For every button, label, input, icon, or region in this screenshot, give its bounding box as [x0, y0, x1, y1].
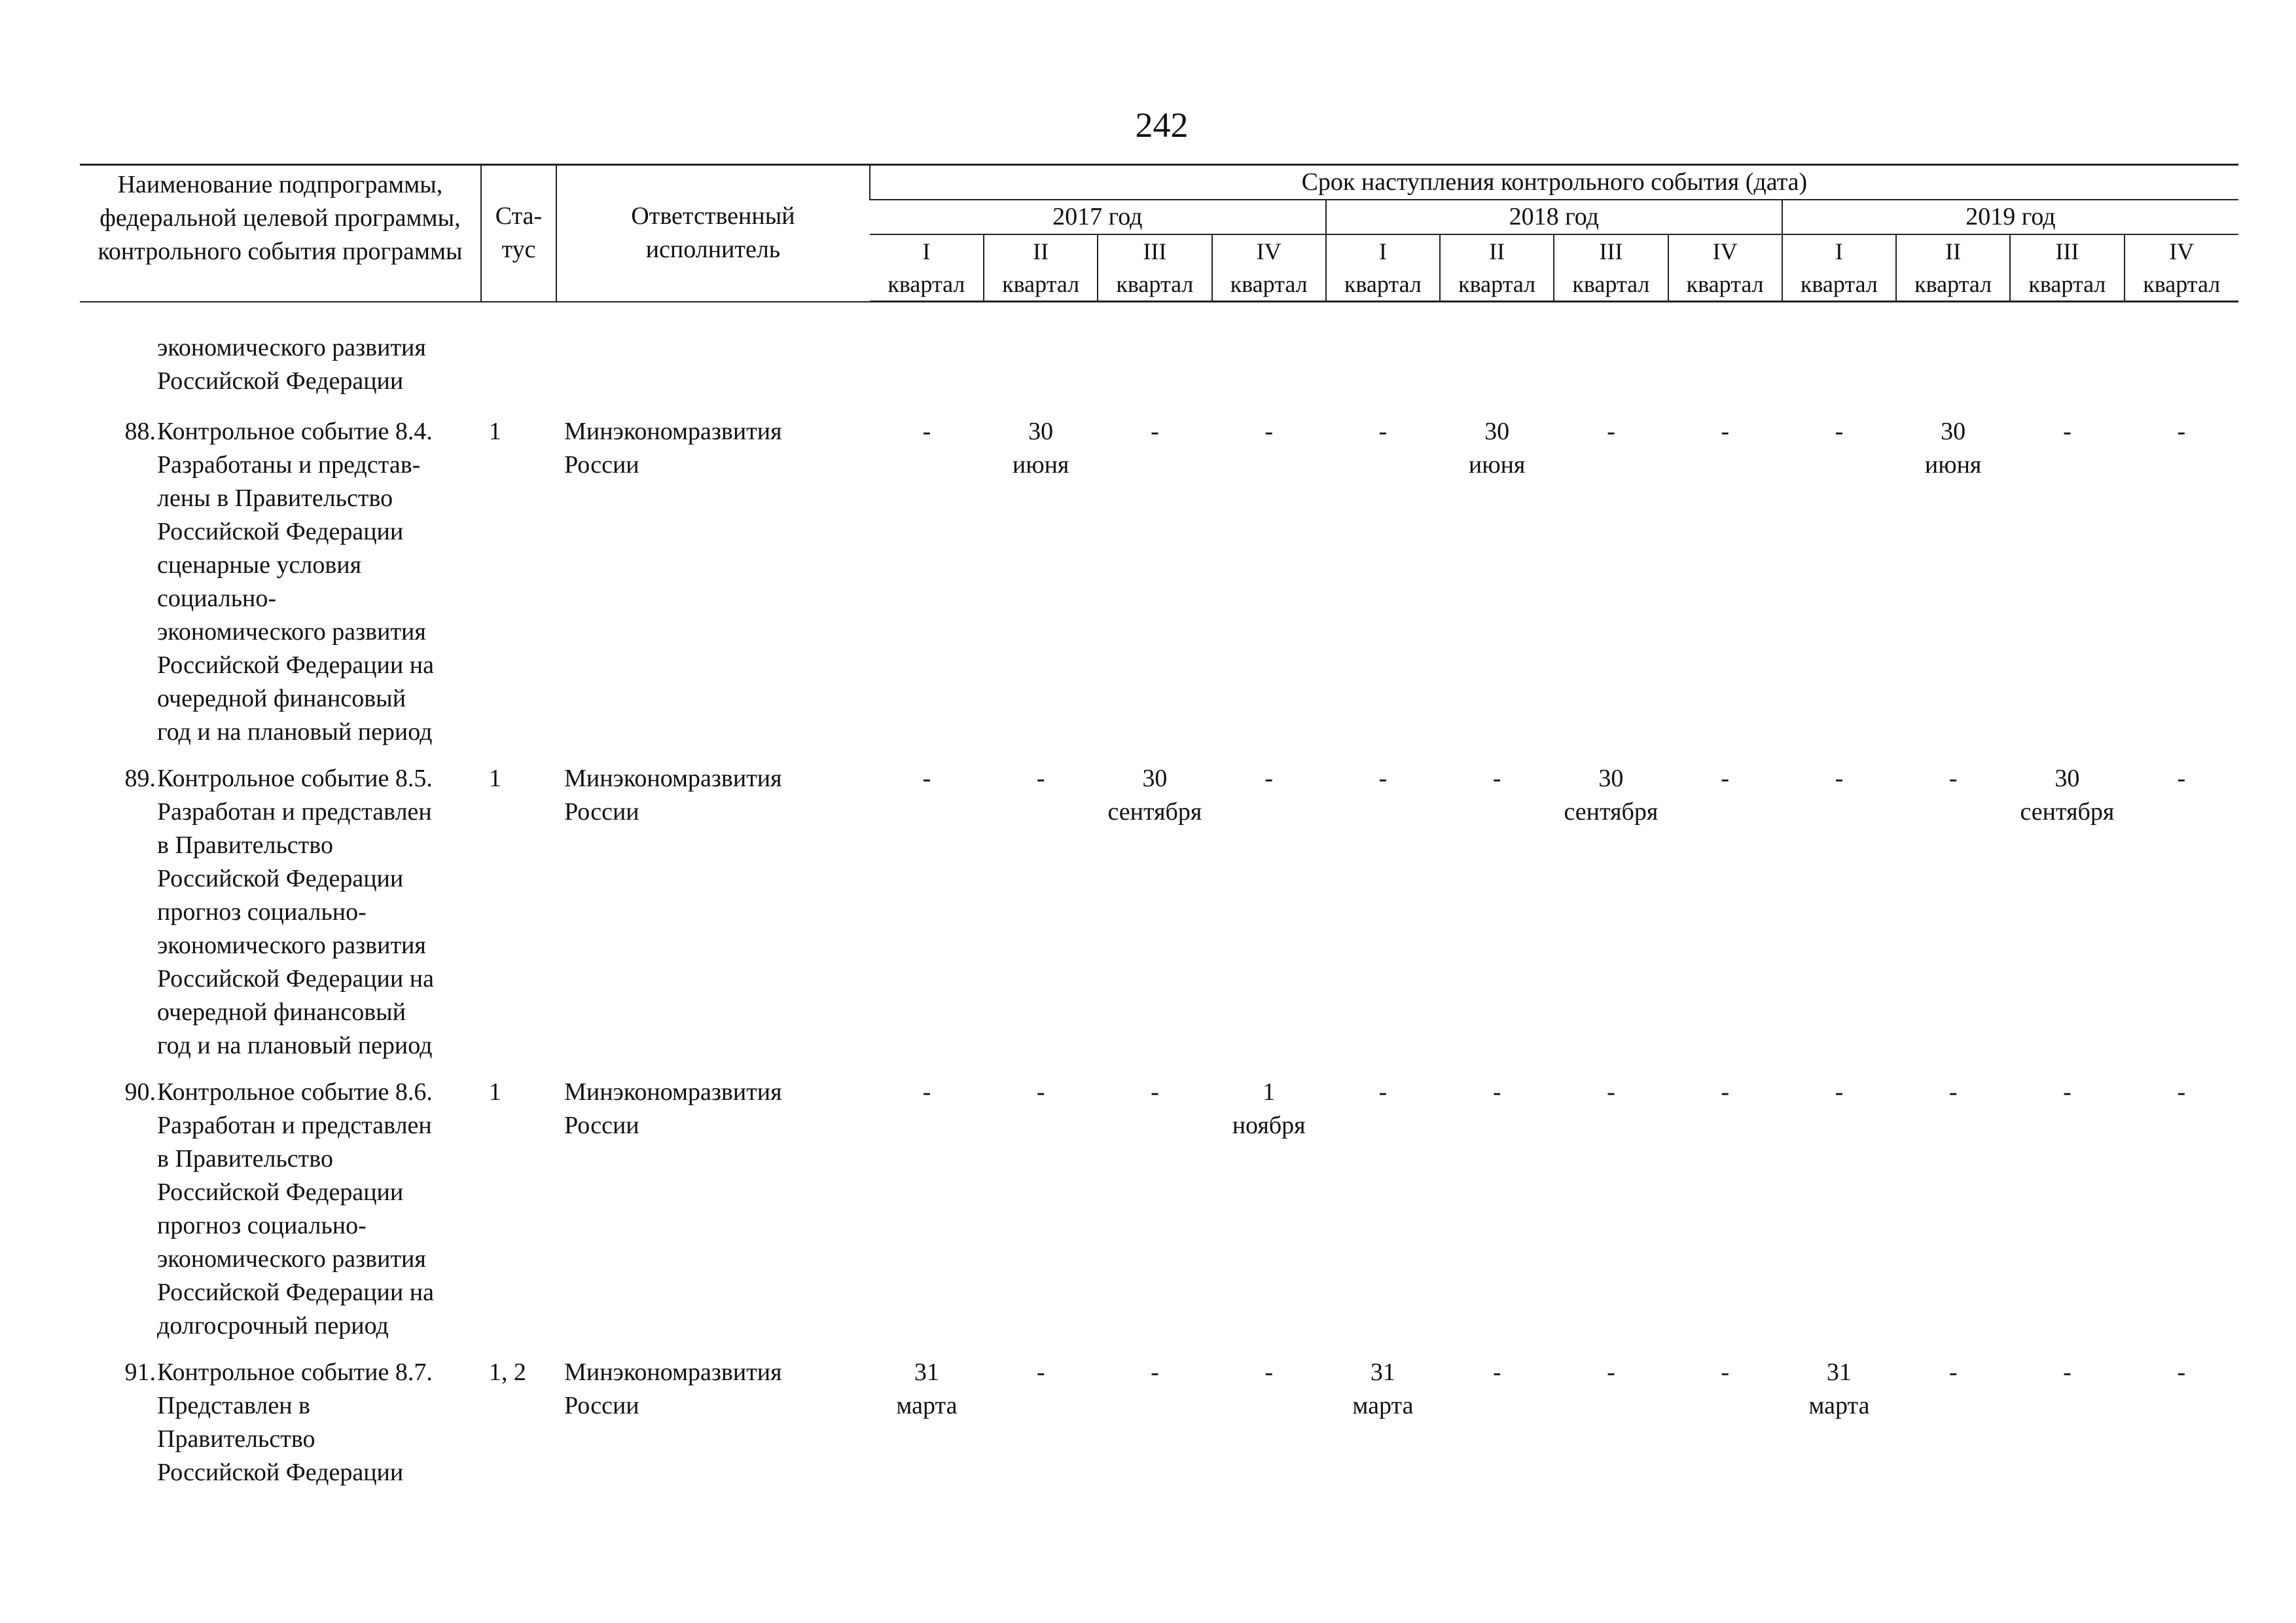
quarter-number: III [1599, 238, 1623, 264]
control-events-table [80, 164, 2238, 1489]
quarter-deadline-cell: - [1948, 1359, 1958, 1386]
quarter-word: квартал [1458, 271, 1536, 297]
header-quarter-2017-4 [1212, 234, 1326, 302]
quarter-deadline-cell: - [1721, 418, 1729, 445]
table-body [80, 302, 2238, 1490]
quarter-number: I [1835, 238, 1843, 264]
quarter-deadline-cell: 31 марта [896, 1359, 958, 1419]
header-quarter-2019-4 [2125, 234, 2238, 302]
event-name: Контрольное событие 8.7. Представлен в Правительство Российской Федерации [157, 1359, 433, 1486]
header-quarter-2018-1 [1326, 234, 1440, 302]
quarter-deadline-cell: - [2063, 1078, 2072, 1106]
quarter-deadline-cell: - [1607, 1359, 1615, 1386]
quarter-deadline-cell: - [1721, 1078, 1729, 1106]
header-quarter-2018-4 [1668, 234, 1782, 302]
quarter-number: III [1143, 238, 1167, 264]
row-responsible: Минэкономразвития России [564, 1078, 782, 1139]
quarter-number: IV [2169, 238, 2195, 264]
quarter-deadline-cell: - [1607, 1078, 1615, 1106]
quarter-word: квартал [1572, 271, 1650, 297]
quarter-word: квартал [1344, 271, 1422, 297]
row-responsible: Минэкономразвития России [564, 418, 782, 479]
page-number: 242 [1135, 105, 1189, 145]
header-quarter-2019-3 [2010, 234, 2124, 302]
header-deadline-group: Срок наступления контрольного события (дата) [870, 165, 2238, 200]
quarter-deadline-cell: 30 сентября [1107, 765, 1202, 826]
quarter-deadline-cell: 30 сентября [2020, 765, 2115, 826]
quarter-number: II [1489, 238, 1505, 264]
quarter-deadline-cell: - [922, 1078, 931, 1106]
quarter-word: квартал [1230, 271, 1308, 297]
quarter-word: квартал [1914, 271, 1992, 297]
quarter-deadline-cell: - [1835, 1078, 1844, 1106]
quarter-number: II [1945, 238, 1962, 264]
header-responsible-column: Ответственный исполнитель [556, 165, 870, 302]
table-row [80, 762, 2238, 1076]
header-quarter-2019-2 [1896, 234, 2010, 302]
table-row-continuation [80, 331, 2238, 415]
quarter-deadline-cell: - [1265, 418, 1273, 445]
quarter-deadline-cell: - [1378, 765, 1388, 792]
quarter-number: I [922, 238, 931, 264]
header-name-column: Наименование подпрограммы, федеральной целевой программы, контрольного события программы [80, 165, 481, 302]
row-number: 89. [124, 765, 156, 792]
quarter-deadline-cell: - [1835, 418, 1844, 445]
quarter-word: квартал [2143, 271, 2221, 297]
header-year-2019: 2019 год [1782, 200, 2238, 234]
row-status: 1, 2 [488, 1359, 526, 1386]
quarter-deadline-cell: - [2177, 1359, 2186, 1386]
quarter-deadline-cell: 30 июня [1924, 418, 1982, 479]
row-name [80, 1076, 481, 1356]
quarter-deadline-cell: - [1948, 1078, 1958, 1106]
header-year-2017: 2017 год [870, 200, 1326, 234]
quarter-deadline-cell: - [2177, 418, 2186, 445]
quarter-deadline-cell: - [922, 765, 931, 792]
event-name: Контрольное событие 8.6. Разработан и представлен в Правительство Российской Федерации прогноз социально- экономического развития Российской Федерации на долгосрочный период [157, 1078, 434, 1340]
quarter-deadline-cell: - [1378, 1078, 1388, 1106]
quarter-deadline-cell: - [922, 418, 931, 445]
quarter-deadline-cell: - [1151, 418, 1159, 445]
quarter-deadline-cell: - [1607, 418, 1615, 445]
quarter-deadline-cell: - [1721, 765, 1729, 792]
row-name [80, 331, 481, 415]
quarter-deadline-cell: - [1265, 765, 1273, 792]
quarter-deadline-cell: - [1948, 765, 1958, 792]
row-status: 1 [488, 1078, 501, 1106]
event-name: Контрольное событие 8.5. Разработан и представлен в Правительство Российской Федерации прогноз социально- экономического развития Российской Федерации на очередной финансовый год и на плановый период [157, 765, 434, 1059]
quarter-number: II [1033, 238, 1049, 264]
quarter-deadline-cell: 30 сентября [1564, 765, 1659, 826]
quarter-deadline-cell: - [1036, 765, 1045, 792]
quarter-deadline-cell: - [1492, 1359, 1501, 1386]
quarter-number: III [2055, 238, 2079, 264]
quarter-number: IV [1256, 238, 1282, 264]
header-quarter-2018-3 [1554, 234, 1668, 302]
quarter-deadline-cell: 1 ноября [1232, 1078, 1306, 1139]
quarter-deadline-cell: - [1036, 1359, 1045, 1386]
header-status-column: Ста- тус [481, 165, 556, 302]
quarter-number: I [1378, 238, 1387, 264]
row-number: 88. [124, 418, 156, 445]
table-row [80, 1356, 2238, 1489]
quarter-deadline-cell: - [1721, 1359, 1729, 1386]
row-name [80, 762, 481, 1076]
row-name [80, 1356, 481, 1489]
quarter-deadline-cell: - [2063, 418, 2072, 445]
quarter-number: IV [1712, 238, 1738, 264]
header-quarter-2018-2 [1440, 234, 1554, 302]
quarter-deadline-cell: - [2177, 1078, 2186, 1106]
quarter-deadline-cell: 31 марта [1352, 1359, 1414, 1419]
row-name [80, 415, 481, 762]
quarter-word: квартал [888, 271, 965, 297]
quarter-word: квартал [1800, 271, 1878, 297]
quarter-word: квартал [2028, 271, 2106, 297]
event-name: Контрольное событие 8.4. Разработаны и представ- лены в Правительство Российской Федерации сценарные условия социально- экономического развития Российской Федерации на очередной финансовый год и на плановый период [157, 418, 434, 746]
quarter-deadline-cell: 30 июня [1012, 418, 1069, 479]
table-header [80, 165, 2238, 302]
quarter-word: квартал [1002, 271, 1080, 297]
table-row [80, 415, 2238, 762]
quarter-word: квартал [1686, 271, 1764, 297]
quarter-deadline-cell: - [2177, 765, 2186, 792]
header-quarter-2017-3 [1098, 234, 1211, 302]
continuation-text: экономического развития Российской Федерации [157, 334, 426, 395]
header-quarter-2017-1 [870, 234, 984, 302]
row-status: 1 [488, 418, 501, 445]
quarter-deadline-cell: 30 июня [1468, 418, 1526, 479]
row-number: 91. [124, 1359, 156, 1386]
table-row [80, 1076, 2238, 1356]
quarter-deadline-cell: - [1378, 418, 1388, 445]
header-quarter-2017-2 [984, 234, 1098, 302]
quarter-deadline-cell: - [1151, 1078, 1159, 1106]
quarter-deadline-cell: 31 марта [1808, 1359, 1870, 1419]
row-responsible: Минэкономразвития России [564, 1359, 782, 1419]
quarter-deadline-cell: - [1492, 1078, 1501, 1106]
quarter-deadline-cell: - [1492, 765, 1501, 792]
quarter-word: квартал [1116, 271, 1194, 297]
quarter-deadline-cell: - [1835, 765, 1844, 792]
header-year-2018: 2018 год [1326, 200, 1782, 234]
quarter-deadline-cell: - [1265, 1359, 1273, 1386]
row-number: 90. [124, 1078, 156, 1106]
quarter-deadline-cell: - [2063, 1359, 2072, 1386]
quarter-deadline-cell: - [1036, 1078, 1045, 1106]
row-status: 1 [488, 765, 501, 792]
header-quarter-2019-1 [1782, 234, 1896, 302]
row-responsible: Минэкономразвития России [564, 765, 782, 826]
quarter-deadline-cell: - [1151, 1359, 1159, 1386]
